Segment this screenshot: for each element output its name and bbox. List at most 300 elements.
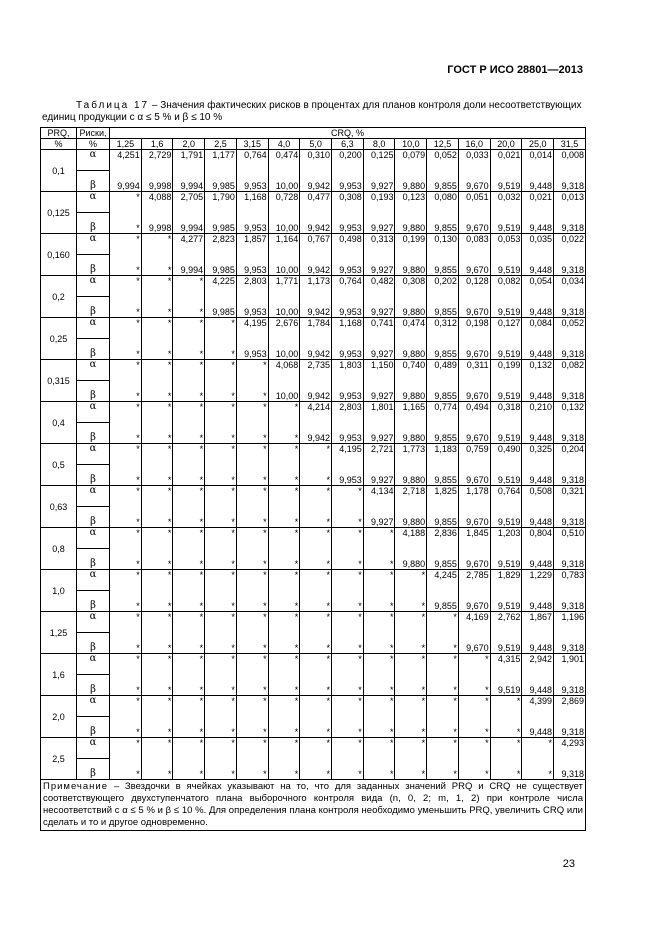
beta-value-cell: *: [395, 759, 427, 780]
beta-value-cell: *: [110, 213, 142, 234]
alpha-value-cell: 0,477: [300, 192, 332, 213]
alpha-value-cell: 2,729: [141, 150, 173, 171]
alpha-value-cell: 1,177: [205, 150, 237, 171]
alpha-value-cell: 0,032: [490, 192, 522, 213]
beta-value-cell: 9,927: [363, 423, 395, 444]
alpha-value-cell: *: [395, 738, 427, 759]
alpha-value-cell: *: [141, 444, 173, 465]
beta-value-cell: 9,927: [363, 171, 395, 192]
alpha-value-cell: *: [427, 612, 459, 633]
beta-value-cell: 9,519: [490, 213, 522, 234]
crq-value-header: 20,0: [490, 139, 522, 150]
beta-value-cell: *: [110, 423, 142, 444]
beta-value-cell: *: [173, 381, 205, 402]
alpha-value-cell: *: [141, 318, 173, 339]
beta-value-cell: 9,855: [427, 507, 459, 528]
beta-value-cell: 9,318: [554, 339, 586, 360]
prq-value: 0,5: [41, 444, 77, 486]
alpha-value-cell: 0,774: [427, 402, 459, 423]
beta-risk-label: β: [77, 381, 110, 402]
beta-value-cell: 9,448: [522, 255, 554, 276]
alpha-value-cell: 0,764: [332, 276, 364, 297]
alpha-value-cell: *: [490, 738, 522, 759]
prq-value: 0,160: [41, 234, 77, 276]
alpha-value-cell: 0,083: [458, 234, 490, 255]
beta-value-cell: 9,942: [300, 297, 332, 318]
table-row-alpha: [41, 192, 586, 213]
beta-value-cell: 9,985: [205, 255, 237, 276]
beta-value-cell: 9,670: [458, 255, 490, 276]
beta-value-cell: 9,880: [395, 381, 427, 402]
alpha-value-cell: 0,310: [300, 150, 332, 171]
beta-value-cell: *: [205, 381, 237, 402]
beta-value-cell: 9,318: [554, 171, 586, 192]
table-row-alpha: [41, 696, 586, 717]
beta-value-cell: 9,448: [522, 633, 554, 654]
alpha-value-cell: *: [300, 570, 332, 591]
alpha-value-cell: *: [332, 738, 364, 759]
beta-value-cell: 9,448: [522, 339, 554, 360]
beta-risk-label: β: [77, 675, 110, 696]
crq-value-header: 25,0: [522, 139, 554, 150]
beta-value-cell: 9,994: [173, 171, 205, 192]
beta-value-cell: 9,880: [395, 171, 427, 192]
alpha-value-cell: 2,721: [363, 444, 395, 465]
beta-value-cell: *: [205, 465, 237, 486]
alpha-value-cell: 0,132: [554, 402, 586, 423]
alpha-value-cell: *: [332, 696, 364, 717]
alpha-value-cell: 4,134: [363, 486, 395, 507]
beta-value-cell: *: [173, 675, 205, 696]
alpha-value-cell: 0,053: [490, 234, 522, 255]
alpha-value-cell: *: [110, 444, 142, 465]
beta-risk-label: β: [77, 339, 110, 360]
beta-value-cell: 9,318: [554, 381, 586, 402]
table-row-beta: [41, 507, 586, 528]
alpha-value-cell: 0,482: [363, 276, 395, 297]
prq-unit: %: [41, 139, 77, 150]
alpha-value-cell: 1,771: [268, 276, 300, 297]
alpha-value-cell: 1,845: [458, 528, 490, 549]
beta-value-cell: *: [141, 633, 173, 654]
alpha-value-cell: *: [173, 486, 205, 507]
beta-value-cell: 9,448: [522, 507, 554, 528]
alpha-risk-label: α: [77, 528, 110, 549]
beta-value-cell: *: [522, 759, 554, 780]
beta-value-cell: 9,855: [427, 465, 459, 486]
beta-value-cell: 9,942: [300, 339, 332, 360]
beta-value-cell: *: [332, 717, 364, 738]
crq-value-header: 5,0: [300, 139, 332, 150]
beta-value-cell: *: [141, 549, 173, 570]
beta-value-cell: *: [458, 759, 490, 780]
beta-value-cell: 9,448: [522, 423, 554, 444]
alpha-value-cell: 1,164: [268, 234, 300, 255]
alpha-value-cell: *: [141, 696, 173, 717]
beta-value-cell: *: [141, 465, 173, 486]
alpha-value-cell: 0,200: [332, 150, 364, 171]
beta-value-cell: 9,927: [363, 381, 395, 402]
alpha-value-cell: 4,088: [141, 192, 173, 213]
alpha-value-cell: *: [110, 654, 142, 675]
alpha-value-cell: 0,054: [522, 276, 554, 297]
alpha-value-cell: *: [363, 696, 395, 717]
alpha-value-cell: 0,082: [490, 276, 522, 297]
beta-value-cell: *: [173, 759, 205, 780]
alpha-value-cell: 4,188: [395, 528, 427, 549]
beta-value-cell: *: [141, 675, 173, 696]
beta-value-cell: 9,318: [554, 717, 586, 738]
beta-risk-label: β: [77, 297, 110, 318]
alpha-value-cell: *: [363, 654, 395, 675]
beta-value-cell: 9,994: [173, 213, 205, 234]
beta-value-cell: 9,998: [141, 171, 173, 192]
beta-value-cell: *: [173, 423, 205, 444]
alpha-value-cell: *: [173, 402, 205, 423]
alpha-value-cell: 1,803: [332, 360, 364, 381]
beta-value-cell: *: [110, 759, 142, 780]
alpha-value-cell: 1,790: [205, 192, 237, 213]
beta-value-cell: 9,953: [236, 213, 268, 234]
beta-value-cell: *: [141, 759, 173, 780]
beta-value-cell: *: [110, 255, 142, 276]
alpha-value-cell: 0,764: [236, 150, 268, 171]
beta-value-cell: 9,318: [554, 423, 586, 444]
beta-value-cell: 9,855: [427, 255, 459, 276]
alpha-value-cell: *: [173, 528, 205, 549]
beta-value-cell: *: [236, 591, 268, 612]
alpha-value-cell: 0,199: [395, 234, 427, 255]
alpha-value-cell: 2,869: [554, 696, 586, 717]
alpha-value-cell: *: [173, 696, 205, 717]
alpha-value-cell: *: [268, 444, 300, 465]
alpha-value-cell: 4,251: [110, 150, 142, 171]
beta-risk-label: β: [77, 255, 110, 276]
note-label: Примечание: [43, 781, 108, 792]
alpha-value-cell: *: [110, 276, 142, 297]
beta-value-cell: 9,855: [427, 171, 459, 192]
alpha-value-cell: *: [332, 612, 364, 633]
alpha-risk-label: α: [77, 738, 110, 759]
alpha-value-cell: 1,183: [427, 444, 459, 465]
beta-value-cell: *: [363, 717, 395, 738]
prq-header: PRQ,: [41, 128, 77, 139]
beta-value-cell: *: [268, 591, 300, 612]
alpha-value-cell: *: [268, 402, 300, 423]
table-row-beta: [41, 255, 586, 276]
alpha-value-cell: 0,021: [522, 192, 554, 213]
alpha-risk-label: α: [77, 486, 110, 507]
alpha-value-cell: 1,801: [363, 402, 395, 423]
beta-value-cell: 9,942: [300, 381, 332, 402]
table-row-alpha: [41, 528, 586, 549]
alpha-value-cell: *: [236, 360, 268, 381]
alpha-value-cell: 0,198: [458, 318, 490, 339]
beta-value-cell: 9,985: [205, 297, 237, 318]
beta-value-cell: *: [300, 633, 332, 654]
table-header-row-2: [41, 139, 586, 150]
beta-value-cell: *: [395, 675, 427, 696]
beta-value-cell: 9,318: [554, 591, 586, 612]
alpha-risk-label: α: [77, 612, 110, 633]
alpha-value-cell: *: [173, 318, 205, 339]
beta-value-cell: 9,953: [236, 171, 268, 192]
prq-value: 1,25: [41, 612, 77, 654]
beta-value-cell: *: [236, 465, 268, 486]
risk-unit: %: [77, 139, 110, 150]
beta-value-cell: 9,448: [522, 297, 554, 318]
beta-value-cell: *: [236, 381, 268, 402]
alpha-value-cell: *: [395, 654, 427, 675]
table-row-beta: [41, 339, 586, 360]
alpha-value-cell: *: [110, 486, 142, 507]
beta-value-cell: *: [110, 717, 142, 738]
alpha-value-cell: *: [268, 528, 300, 549]
beta-value-cell: 9,942: [300, 255, 332, 276]
beta-value-cell: 9,855: [427, 591, 459, 612]
alpha-value-cell: 0,052: [427, 150, 459, 171]
beta-value-cell: 9,519: [490, 381, 522, 402]
alpha-value-cell: 0,318: [490, 402, 522, 423]
beta-value-cell: 9,942: [300, 213, 332, 234]
alpha-value-cell: *: [173, 360, 205, 381]
alpha-value-cell: 1,229: [522, 570, 554, 591]
table-row-alpha: [41, 402, 586, 423]
crq-header: CRQ, %: [110, 128, 586, 139]
beta-value-cell: 9,670: [458, 339, 490, 360]
alpha-value-cell: *: [332, 654, 364, 675]
prq-value: 0,25: [41, 318, 77, 360]
alpha-value-cell: 0,783: [554, 570, 586, 591]
alpha-value-cell: *: [522, 738, 554, 759]
alpha-value-cell: 0,130: [427, 234, 459, 255]
alpha-value-cell: 4,399: [522, 696, 554, 717]
beta-value-cell: 9,670: [458, 297, 490, 318]
alpha-value-cell: 1,867: [522, 612, 554, 633]
beta-value-cell: *: [427, 717, 459, 738]
beta-value-cell: *: [173, 339, 205, 360]
beta-value-cell: 9,670: [458, 549, 490, 570]
beta-value-cell: *: [395, 717, 427, 738]
beta-value-cell: 9,985: [205, 213, 237, 234]
alpha-risk-label: α: [77, 570, 110, 591]
beta-value-cell: *: [110, 675, 142, 696]
beta-value-cell: *: [110, 633, 142, 654]
alpha-value-cell: *: [300, 654, 332, 675]
alpha-value-cell: 0,014: [522, 150, 554, 171]
crq-value-header: 12,5: [427, 139, 459, 150]
beta-value-cell: 9,318: [554, 633, 586, 654]
alpha-value-cell: 1,203: [490, 528, 522, 549]
alpha-value-cell: *: [110, 234, 142, 255]
beta-value-cell: *: [236, 759, 268, 780]
beta-value-cell: 9,519: [490, 255, 522, 276]
alpha-value-cell: 0,084: [522, 318, 554, 339]
beta-value-cell: *: [363, 675, 395, 696]
risk-values-table: [40, 127, 586, 831]
alpha-value-cell: *: [268, 654, 300, 675]
alpha-value-cell: 2,676: [268, 318, 300, 339]
beta-value-cell: 9,519: [490, 549, 522, 570]
beta-value-cell: 9,927: [363, 255, 395, 276]
table-row-beta: [41, 717, 586, 738]
beta-value-cell: *: [141, 381, 173, 402]
beta-value-cell: *: [268, 423, 300, 444]
alpha-value-cell: 0,013: [554, 192, 586, 213]
beta-value-cell: *: [173, 507, 205, 528]
beta-value-cell: *: [141, 507, 173, 528]
alpha-value-cell: *: [236, 654, 268, 675]
beta-value-cell: 9,670: [458, 423, 490, 444]
alpha-value-cell: *: [490, 696, 522, 717]
alpha-value-cell: *: [141, 360, 173, 381]
alpha-value-cell: 2,836: [427, 528, 459, 549]
alpha-value-cell: *: [205, 612, 237, 633]
alpha-value-cell: *: [236, 444, 268, 465]
beta-value-cell: 9,318: [554, 507, 586, 528]
beta-value-cell: *: [332, 591, 364, 612]
alpha-value-cell: 0,202: [427, 276, 459, 297]
beta-risk-label: β: [77, 213, 110, 234]
beta-value-cell: *: [141, 717, 173, 738]
beta-value-cell: *: [268, 633, 300, 654]
beta-value-cell: 10,00: [268, 213, 300, 234]
beta-value-cell: 9,880: [395, 507, 427, 528]
alpha-risk-label: α: [77, 402, 110, 423]
risk-header: Риски,: [77, 128, 110, 139]
table-row-beta: [41, 297, 586, 318]
beta-value-cell: *: [205, 633, 237, 654]
beta-value-cell: *: [363, 549, 395, 570]
table-caption-lead: Таблица 17: [76, 100, 150, 111]
beta-value-cell: 9,670: [458, 507, 490, 528]
beta-value-cell: *: [427, 675, 459, 696]
table-row-alpha: [41, 486, 586, 507]
alpha-value-cell: *: [141, 234, 173, 255]
beta-value-cell: 9,670: [458, 171, 490, 192]
alpha-value-cell: 4,195: [332, 444, 364, 465]
alpha-value-cell: *: [300, 696, 332, 717]
beta-value-cell: 9,942: [300, 171, 332, 192]
beta-value-cell: 9,953: [332, 465, 364, 486]
table-row-beta: [41, 465, 586, 486]
table-header-row-1: [41, 128, 586, 139]
beta-value-cell: 9,318: [554, 675, 586, 696]
beta-value-cell: *: [268, 675, 300, 696]
beta-value-cell: 9,519: [490, 423, 522, 444]
alpha-value-cell: 1,825: [427, 486, 459, 507]
alpha-value-cell: *: [236, 612, 268, 633]
alpha-value-cell: *: [236, 696, 268, 717]
beta-value-cell: *: [332, 549, 364, 570]
alpha-value-cell: 4,169: [458, 612, 490, 633]
alpha-value-cell: *: [300, 486, 332, 507]
alpha-value-cell: 0,474: [268, 150, 300, 171]
beta-value-cell: 9,670: [458, 213, 490, 234]
beta-value-cell: *: [363, 759, 395, 780]
alpha-value-cell: *: [363, 528, 395, 549]
alpha-value-cell: *: [205, 318, 237, 339]
beta-risk-label: β: [77, 591, 110, 612]
beta-value-cell: *: [300, 507, 332, 528]
alpha-value-cell: 0,494: [458, 402, 490, 423]
alpha-value-cell: 0,740: [395, 360, 427, 381]
beta-value-cell: 9,953: [236, 297, 268, 318]
alpha-value-cell: *: [173, 738, 205, 759]
prq-value: 1,0: [41, 570, 77, 612]
alpha-value-cell: 1,773: [395, 444, 427, 465]
beta-value-cell: *: [110, 297, 142, 318]
table-row-alpha: [41, 654, 586, 675]
alpha-value-cell: *: [458, 654, 490, 675]
table-row-alpha: [41, 150, 586, 171]
alpha-value-cell: *: [110, 402, 142, 423]
table-note: [41, 780, 586, 831]
beta-value-cell: 9,855: [427, 381, 459, 402]
beta-value-cell: 9,855: [427, 549, 459, 570]
alpha-value-cell: *: [110, 612, 142, 633]
alpha-value-cell: 4,195: [236, 318, 268, 339]
table-caption: [42, 100, 584, 124]
beta-value-cell: *: [205, 717, 237, 738]
beta-value-cell: 9,927: [363, 297, 395, 318]
alpha-value-cell: 4,315: [490, 654, 522, 675]
beta-value-cell: 9,318: [554, 759, 586, 780]
alpha-value-cell: 0,204: [554, 444, 586, 465]
alpha-value-cell: 1,168: [332, 318, 364, 339]
beta-value-cell: 9,855: [427, 213, 459, 234]
alpha-risk-label: α: [77, 276, 110, 297]
alpha-risk-label: α: [77, 318, 110, 339]
beta-value-cell: *: [300, 591, 332, 612]
alpha-value-cell: 0,193: [363, 192, 395, 213]
beta-value-cell: *: [173, 633, 205, 654]
beta-value-cell: *: [173, 297, 205, 318]
alpha-value-cell: *: [205, 402, 237, 423]
beta-value-cell: 9,519: [490, 297, 522, 318]
alpha-risk-label: α: [77, 192, 110, 213]
beta-value-cell: *: [110, 549, 142, 570]
beta-value-cell: 9,670: [458, 465, 490, 486]
beta-value-cell: 9,880: [395, 339, 427, 360]
beta-value-cell: 9,855: [427, 423, 459, 444]
table-row-beta: [41, 171, 586, 192]
beta-risk-label: β: [77, 549, 110, 570]
beta-value-cell: *: [236, 507, 268, 528]
alpha-value-cell: 4,225: [205, 276, 237, 297]
alpha-value-cell: *: [205, 696, 237, 717]
beta-value-cell: 9,880: [395, 549, 427, 570]
beta-value-cell: 9,519: [490, 591, 522, 612]
alpha-value-cell: *: [395, 612, 427, 633]
beta-value-cell: *: [110, 381, 142, 402]
alpha-value-cell: *: [363, 738, 395, 759]
alpha-value-cell: 2,803: [236, 276, 268, 297]
alpha-value-cell: 1,150: [363, 360, 395, 381]
beta-value-cell: *: [236, 423, 268, 444]
beta-value-cell: 9,448: [522, 591, 554, 612]
alpha-value-cell: *: [458, 696, 490, 717]
alpha-value-cell: *: [268, 612, 300, 633]
alpha-value-cell: 2,718: [395, 486, 427, 507]
table-row-alpha: [41, 360, 586, 381]
alpha-value-cell: *: [141, 276, 173, 297]
beta-value-cell: 9,855: [427, 297, 459, 318]
alpha-value-cell: *: [141, 612, 173, 633]
table-row-beta: [41, 381, 586, 402]
beta-value-cell: *: [205, 549, 237, 570]
alpha-value-cell: *: [110, 570, 142, 591]
